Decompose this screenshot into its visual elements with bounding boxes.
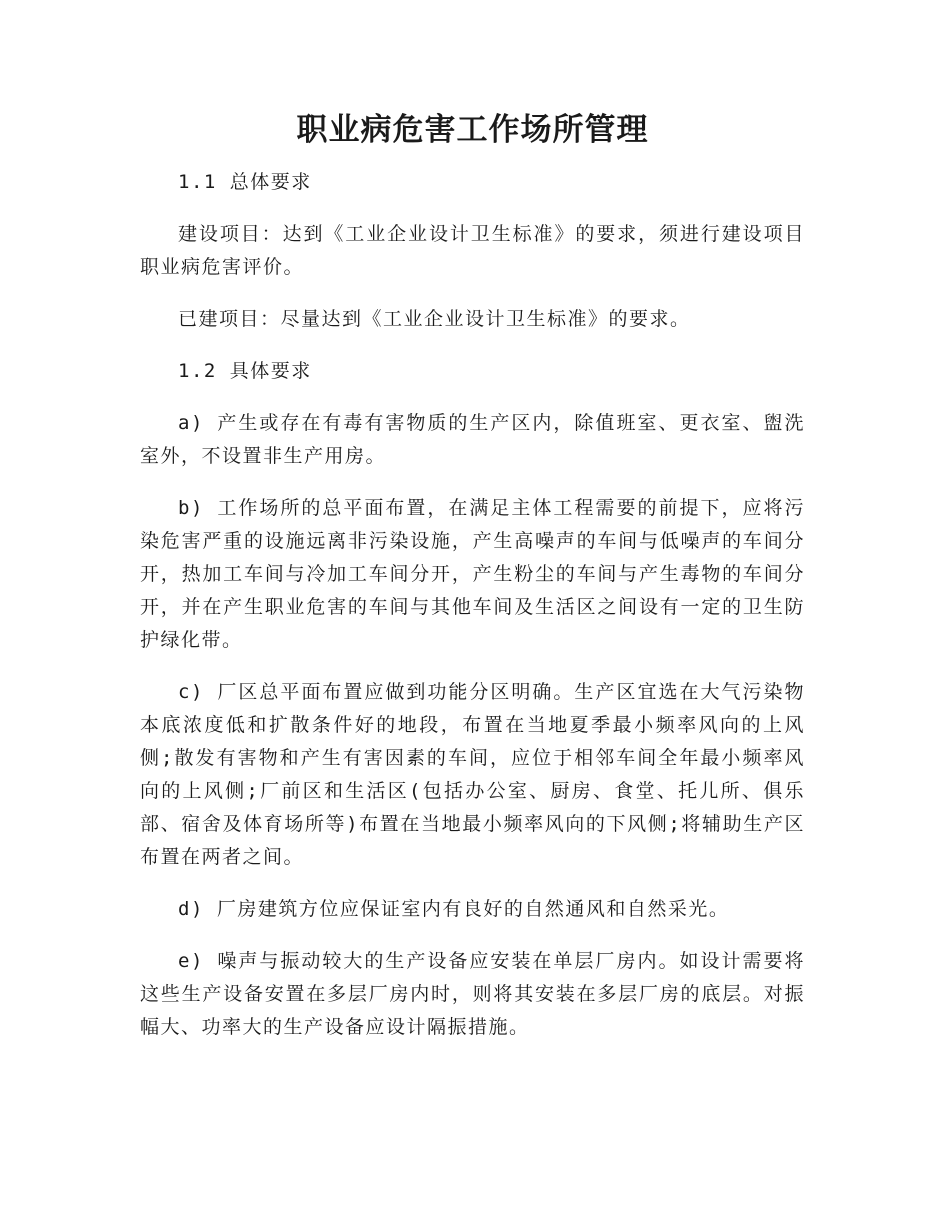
- document-title: 职业病危害工作场所管理: [296, 112, 649, 148]
- section-heading-1-1: 1.1 总体要求: [178, 171, 312, 193]
- paragraph-item-e: e) 噪声与振动较大的生产设备应安装在单层厂房内。如设计需要将这些生产设备安置在多层厂房内时，则将其安装在多层厂房的底层。对振幅大、功率大的生产设备应设计隔振措施。: [140, 950, 805, 1038]
- paragraph-item-b: b) 工作场所的总平面布置，在满足主体工程需要的前提下，应将污染危害严重的设施远离非污染设施，产生高噪声的车间与低噪声的车间分开，热加工车间与冷加工车间分开，产生粉尘的车间与产生毒物的车间分开，并在产生职业危害的车间与其他车间及生活区之间设有一定的卫生防护绿化带。: [140, 497, 805, 651]
- document-page: [140, 108, 805, 1063]
- paragraph-construction-projects: 建设项目：达到《工业企业设计卫生标准》的要求，须进行建设项目职业病危害评价。: [140, 223, 805, 278]
- paragraph-item-d: d) 厂房建筑方位应保证室内有良好的自然通风和自然采光。: [178, 898, 730, 920]
- section-heading-1-2: 1.2 具体要求: [178, 360, 312, 382]
- paragraph-item-a: a) 产生或存在有毒有害物质的生产区内，除值班室、更衣室、盥洗室外，不设置非生产用房。: [140, 412, 805, 467]
- paragraph-existing-projects: 已建项目：尽量达到《工业企业设计卫生标准》的要求。: [178, 308, 691, 330]
- paragraph-item-c: c) 厂区总平面布置应做到功能分区明确。生产区宜选在大气污染物本底浓度低和扩散条件好的地段，布置在当地夏季最小频率风向的上风侧;散发有害物和产生有害因素的车间，应位于相邻车间全年最小频率风向的上风侧;厂前区和生活区(包括办公室、厨房、食堂、托儿所、俱乐部、宿舍及体育场所等)布置在当地最小频率风向的下风侧;将辅助生产区布置在两者之间。: [140, 681, 805, 868]
